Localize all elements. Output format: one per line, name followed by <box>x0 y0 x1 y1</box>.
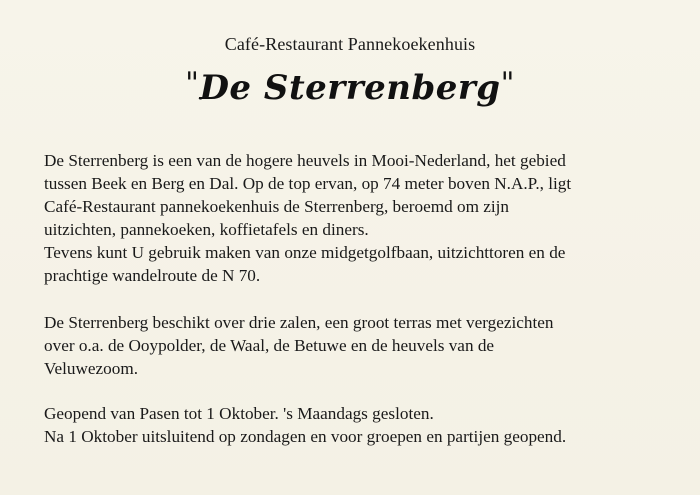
description-body <box>44 149 664 448</box>
title-quote-open: " <box>185 66 200 101</box>
paragraph-gap <box>44 287 664 311</box>
restaurant-title <box>0 66 700 108</box>
paragraph-opening-hours <box>44 402 664 448</box>
paragraph-gap <box>44 380 664 402</box>
title-text: De Sterrenberg <box>199 68 501 108</box>
text-line: Veluwezoom. <box>44 359 139 378</box>
text-line: Café-Restaurant pannekoekenhuis de Sterrenberg, beroemd om zijn <box>44 197 510 216</box>
text-line: uitzichten, pannekoeken, koffietafels en diners. <box>44 220 369 239</box>
text-line: over o.a. de Ooypolder, de Waal, de Betuwe en de heuvels van de <box>44 336 495 355</box>
subtitle-heading: Café-Restaurant Pannekoekenhuis <box>224 34 476 54</box>
text-line: De Sterrenberg beschikt over drie zalen, een groot terras met vergezichten <box>44 313 554 332</box>
title-quote-close: " <box>500 66 515 101</box>
text-line: Geopend van Pasen tot 1 Oktober. 's Maandags gesloten. <box>44 404 434 423</box>
text-line: Tevens kunt U gebruik maken van onze midgetgolfbaan, uitzichttoren en de <box>44 243 566 262</box>
text-line: De Sterrenberg is een van de hogere heuvels in Mooi-Nederland, het gebied <box>44 151 566 170</box>
paragraph-facilities <box>44 311 664 380</box>
text-line: prachtige wandelroute de N 70. <box>44 266 261 285</box>
paragraph-intro <box>44 149 664 287</box>
text-line: Na 1 Oktober uitsluitend op zondagen en voor groepen en partijen geopend. <box>44 427 567 446</box>
text-line: tussen Beek en Berg en Dal. Op de top ervan, op 74 meter boven N.A.P., ligt <box>44 174 572 193</box>
